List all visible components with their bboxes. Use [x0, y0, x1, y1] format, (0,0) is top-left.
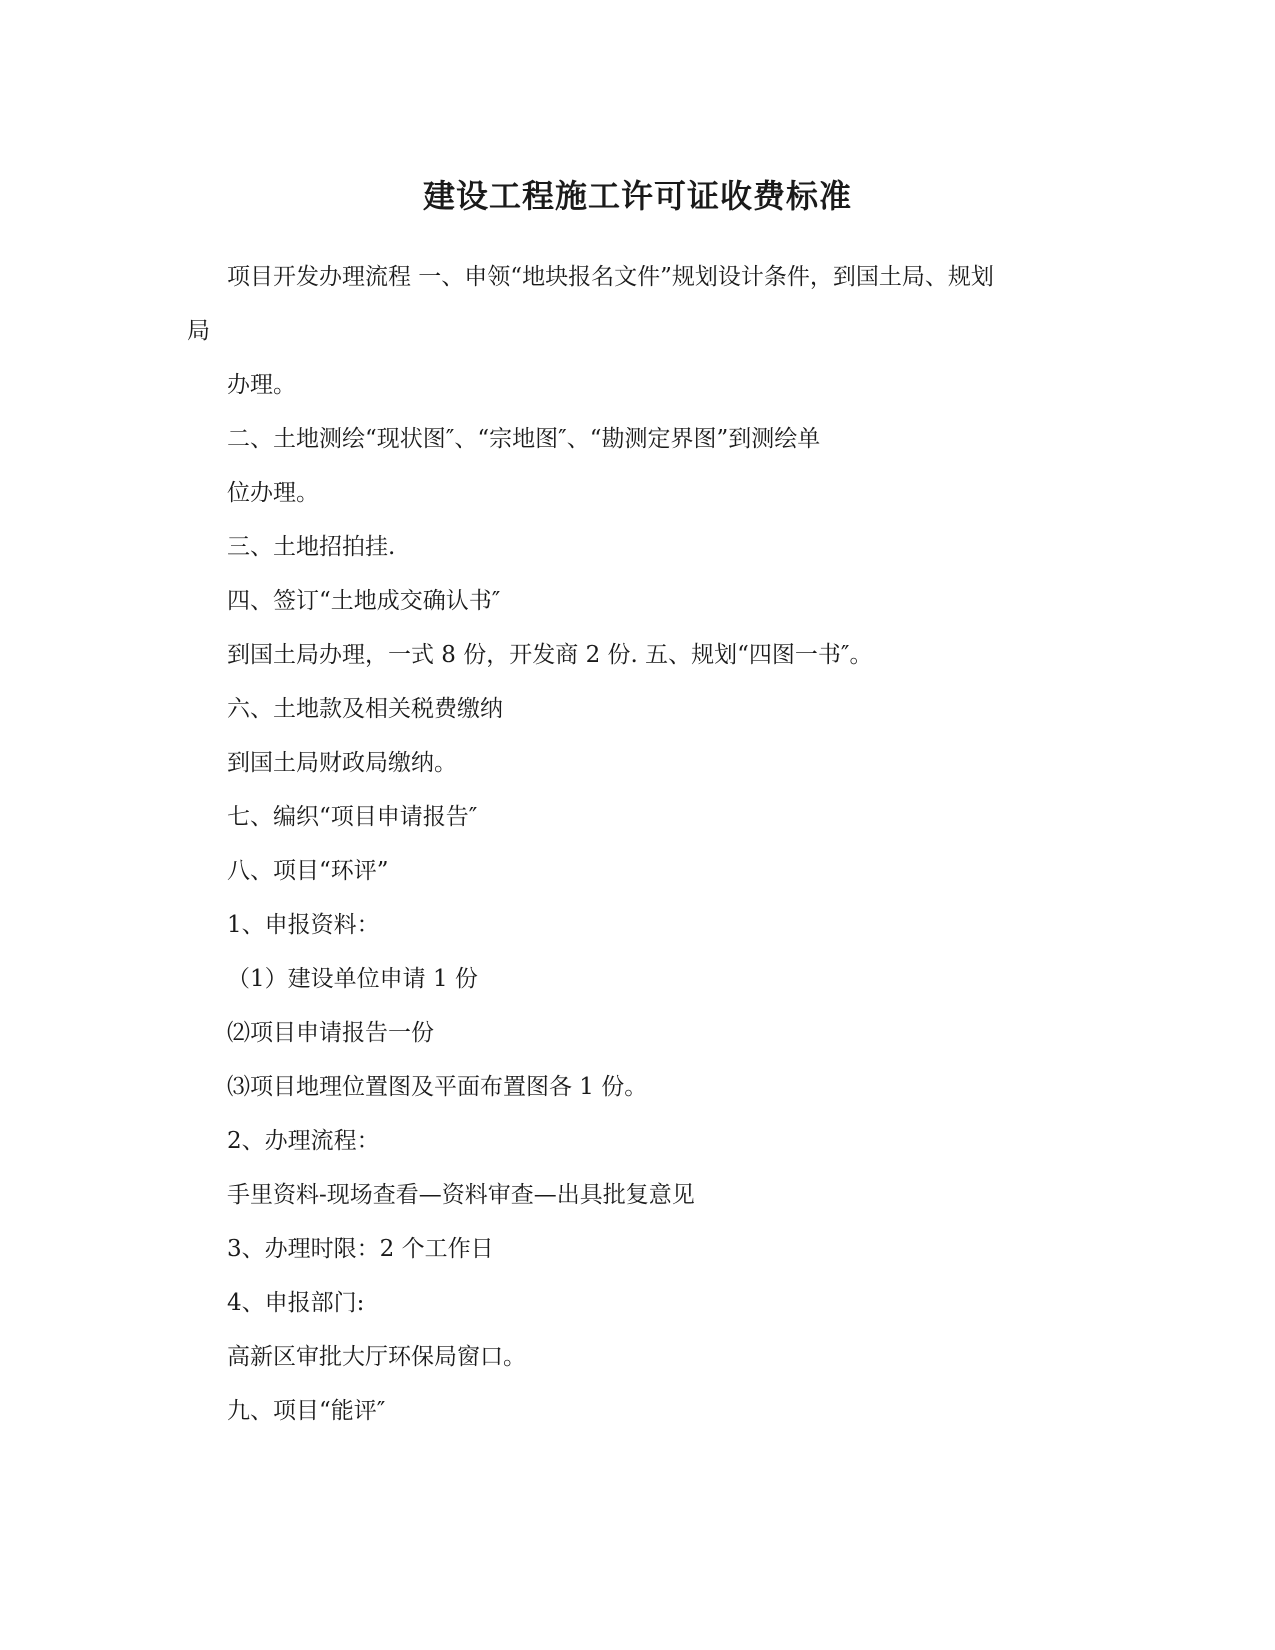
- paragraph-line: 九、项目“能评″: [227, 1398, 386, 1424]
- paragraph-line: 到国土局办理，一式 8 份，开发商 2 份. 五、规划“四图一书″。: [227, 642, 873, 668]
- document-title: 建设工程施工许可证收费标准: [422, 177, 852, 215]
- paragraph-line: 项目开发办理流程 一、申领“地块报名文件”规划设计条件，到国土局、规划: [227, 264, 994, 290]
- paragraph-line: 到国土局财政局缴纳。: [227, 750, 457, 776]
- paragraph-line: 3、办理时限：2 个工作日: [227, 1236, 494, 1262]
- paragraph-line: 位办理。: [227, 480, 319, 506]
- paragraph-line: （1）建设单位申请 1 份: [227, 966, 478, 992]
- paragraph-line: ⑶项目地理位置图及平面布置图各 1 份。: [227, 1074, 648, 1100]
- paragraph-line: 四、签订“土地成交确认书″: [227, 588, 501, 614]
- paragraph-line: 七、编织“项目申请报告″: [227, 804, 478, 830]
- paragraph-line: 办理。: [227, 372, 296, 398]
- paragraph-line: 三、土地招拍挂.: [227, 534, 396, 560]
- paragraph-line: 4、申报部门:: [227, 1290, 365, 1316]
- paragraph-line: 手里资料-现场查看—资料审查—出具批复意见: [227, 1182, 695, 1208]
- paragraph-line: 高新区审批大厅环保局窗口。: [227, 1344, 526, 1370]
- paragraph-line: ⑵项目申请报告一份: [227, 1020, 434, 1046]
- paragraph-line: 八、项目“环评”: [227, 858, 389, 884]
- paragraph-line: 二、土地测绘“现状图″、“宗地图″、“勘测定界图”到测绘单: [227, 426, 821, 452]
- paragraph-line: 六、土地款及相关税费缴纳: [227, 696, 503, 722]
- document-body: [187, 262, 1087, 1450]
- paragraph-line: 1、申报资料：: [227, 912, 380, 938]
- paragraph-line: 2、办理流程：: [227, 1128, 380, 1154]
- paragraph-line: 局: [187, 318, 210, 344]
